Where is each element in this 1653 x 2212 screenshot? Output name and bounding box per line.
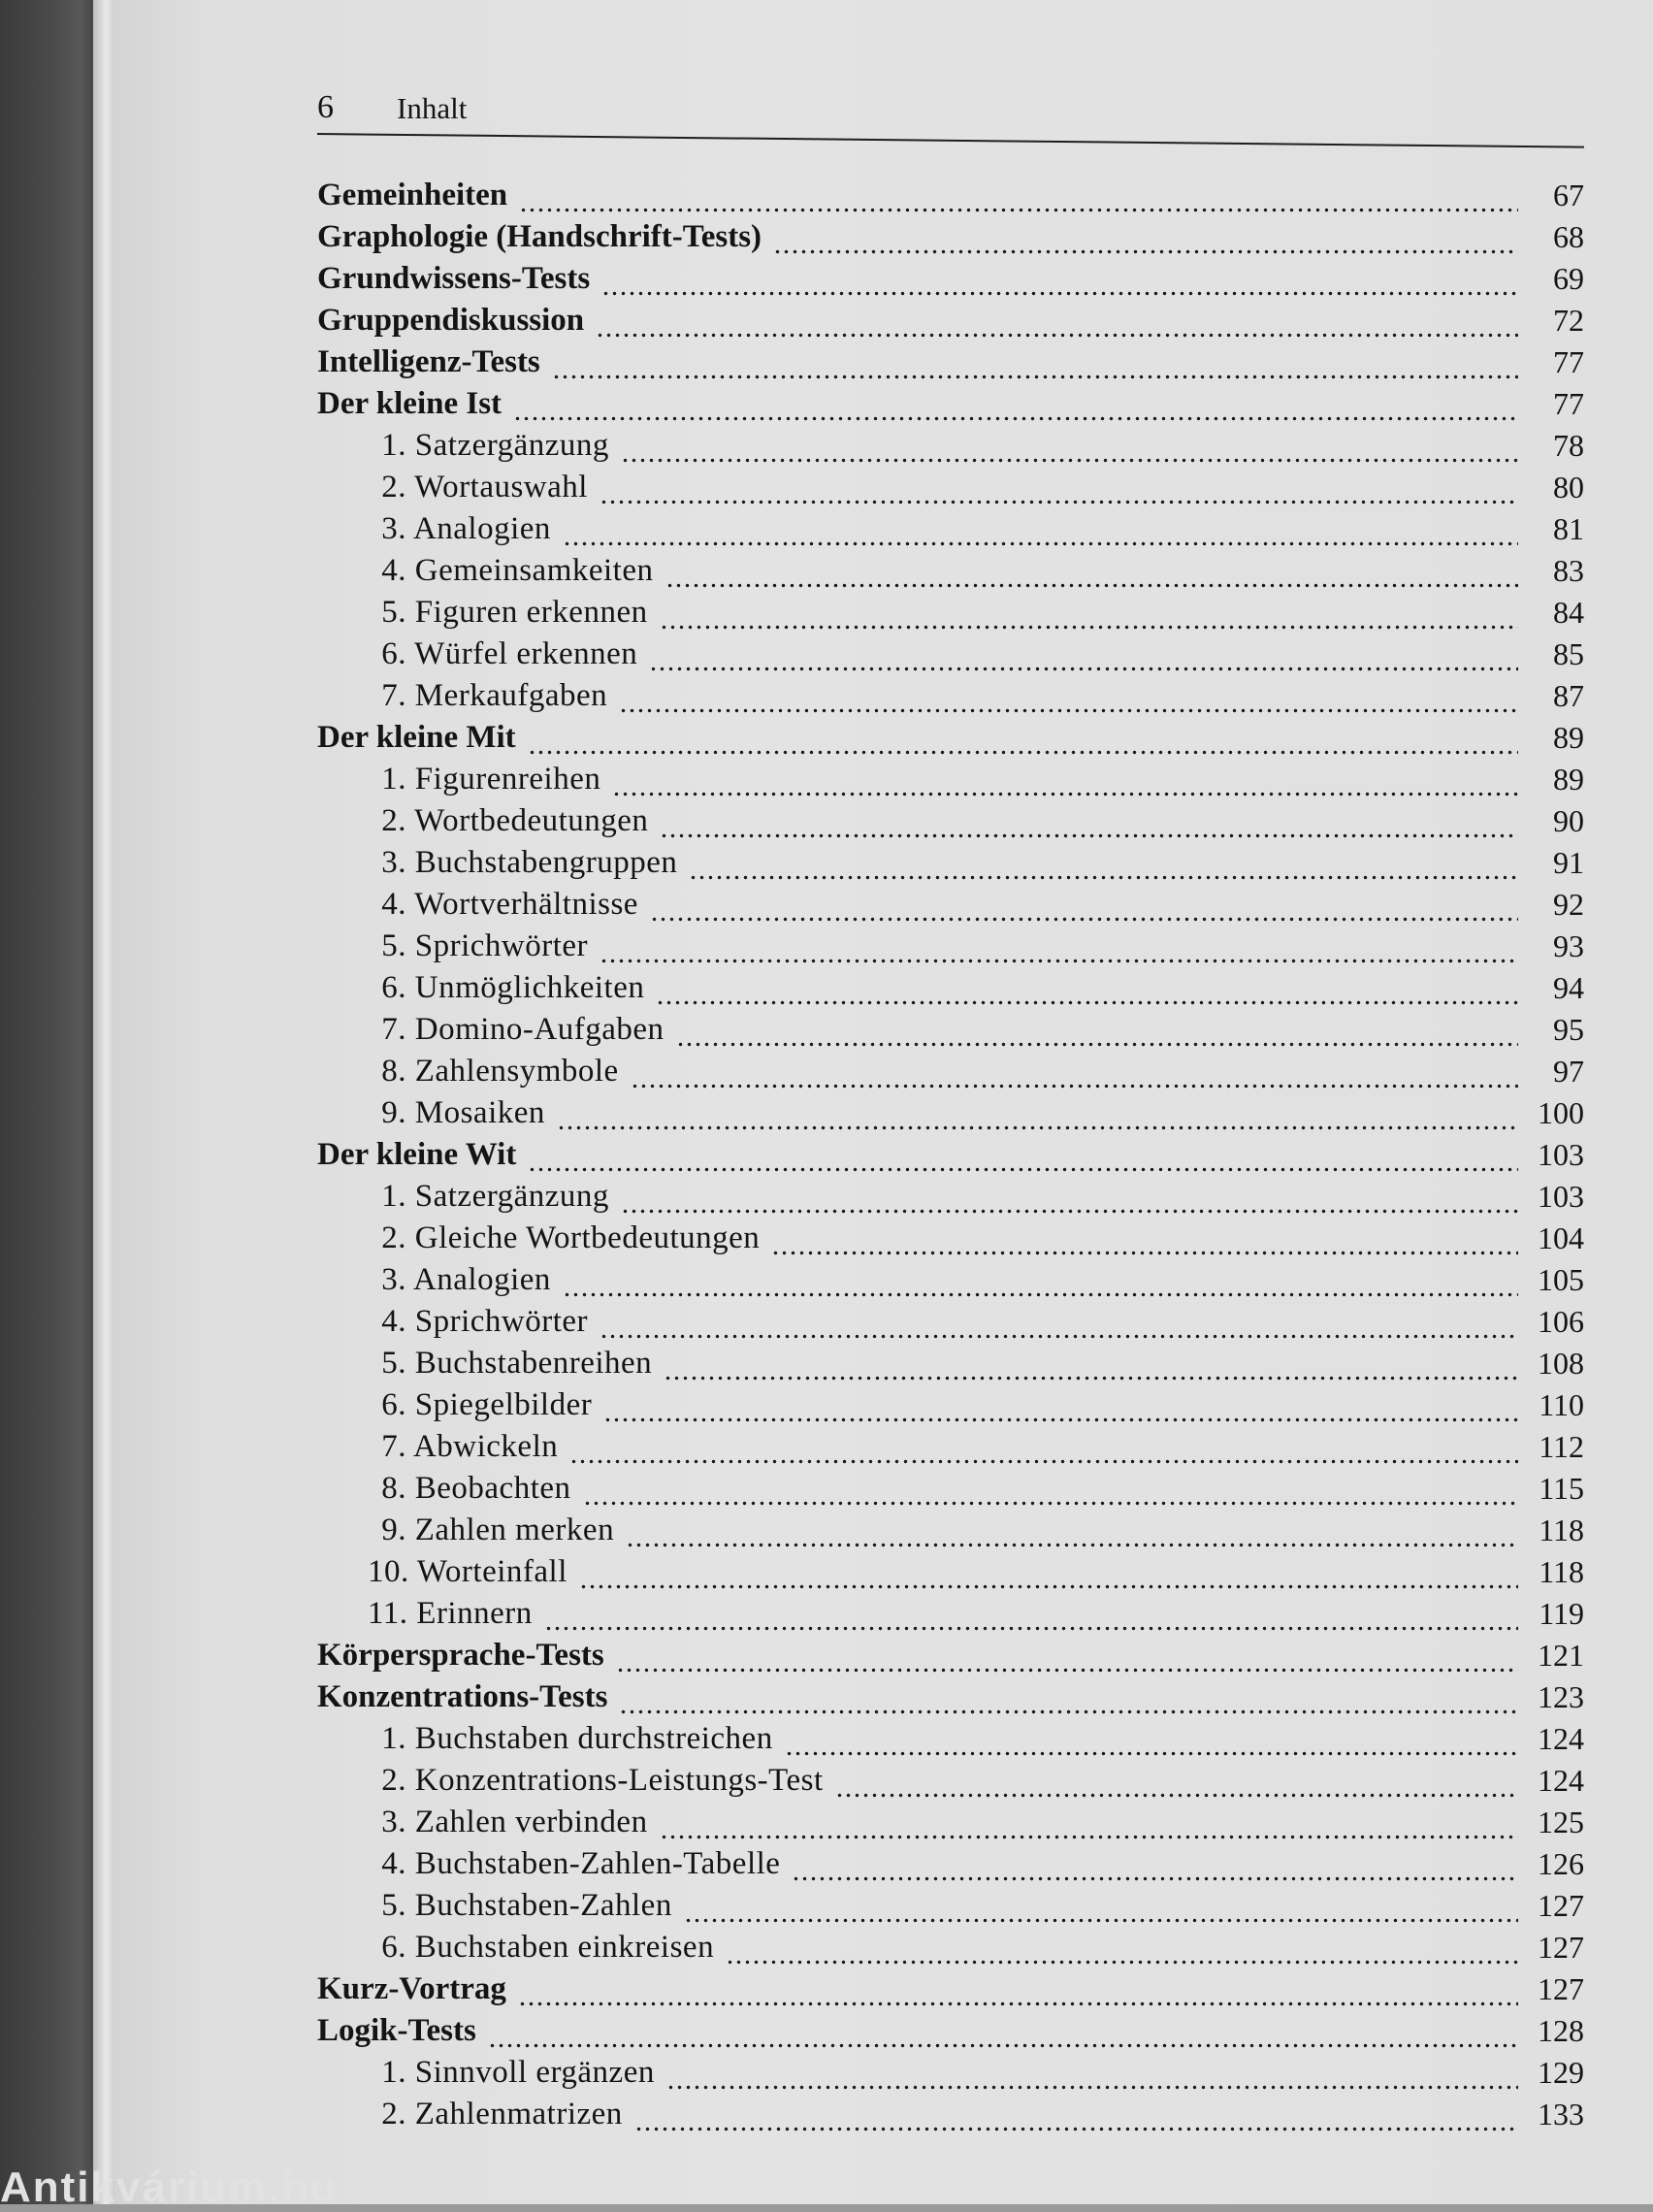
toc-entry-number: 7. [381,1429,406,1464]
dot-leader [528,718,1518,757]
toc-entry-title [317,718,516,757]
toc-entry-title [317,384,502,423]
toc-entry-number: 3. [381,1805,406,1839]
toc-page-number: 89 [1553,762,1584,797]
toc-entry-number: 1. [381,2055,406,2090]
toc-subentry [317,1925,1584,1967]
dot-leader [600,468,1518,506]
toc-entry-title [317,1344,652,1382]
toc-entry-title [317,1219,760,1257]
toc-entry-number: 5. [381,595,406,630]
header-page-number: 6 [317,89,334,125]
toc-entry-title [317,2095,623,2133]
toc-page-number: 127 [1538,1888,1584,1923]
toc-entry-title [317,1969,506,2008]
toc-entry-label: Der kleine Wit [317,1137,517,1172]
toc-page-number: 108 [1538,1346,1584,1381]
toc-entry-label: Buchstaben einkreisen [414,1930,715,1965]
toc-subentry [317,924,1584,965]
toc-entry-number: 4. [381,553,406,588]
toc-page-number: 72 [1553,303,1584,338]
toc-page-number: 118 [1539,1554,1584,1589]
dot-leader [835,1761,1518,1800]
toc-subentry [317,1883,1584,1925]
toc-entry-title [317,1511,614,1549]
toc-page-number: 127 [1538,1930,1584,1965]
toc-entry-label: Konzentrations-Tests [317,1679,608,1714]
toc-entry-title [317,426,609,465]
dot-leader [601,259,1518,298]
toc-entry-label: Figurenreihen [414,762,601,797]
toc-entry-title [317,1928,714,1967]
dot-leader [773,217,1518,256]
toc-page-number: 77 [1553,386,1584,421]
dot-leader [621,1177,1518,1216]
toc-entry-label: Spiegelbilder [414,1387,593,1422]
toc-entry-title [317,1636,604,1675]
toc-subentry [317,1216,1584,1257]
toc-section-entry [317,2008,1584,2050]
toc-entry-number: 2. [381,1763,406,1798]
toc-entry-title [317,1719,773,1758]
toc-section-entry [317,298,1584,340]
toc-subentry [317,1841,1584,1883]
dot-leader [563,1260,1518,1299]
dot-leader [600,927,1518,965]
toc-subentry [317,1508,1584,1549]
toc-page-number: 126 [1538,1846,1584,1881]
toc-entry-number: 3. [381,845,406,880]
toc-page-number: 112 [1539,1429,1584,1464]
toc-entry-number: 1. [381,1721,406,1756]
toc-subentry [317,965,1584,1007]
toc-page-number: 89 [1553,720,1584,755]
toc-subentry [317,1341,1584,1382]
dot-leader [660,1803,1518,1841]
toc-subentry [317,882,1584,924]
toc-subentry [317,1424,1584,1466]
toc-section-entry [317,1967,1584,2008]
toc-entry-label: Analogien [412,511,551,546]
toc-page-number: 121 [1538,1638,1584,1673]
toc-entry-title [317,843,677,882]
toc-entry-label: Unmöglichkeiten [414,970,645,1005]
dot-leader [612,760,1518,798]
dot-leader [563,509,1518,548]
toc-entry-title [317,1761,824,1800]
toc-section-entry [317,256,1584,298]
toc-entry-title [317,1427,558,1466]
toc-entry-title [317,634,637,673]
toc-page-number: 110 [1539,1387,1584,1422]
dot-leader [676,1010,1518,1049]
toc-entry-label: Wortauswahl [414,470,588,504]
toc-entry-label: Intelligenz-Tests [317,344,540,379]
toc-entry-label: Sprichwörter [414,1304,589,1339]
dot-leader [619,1677,1518,1716]
toc-page-number: 67 [1553,178,1584,212]
toc-entry-title [317,1552,567,1591]
toc-entry-number: 6. [381,970,406,1005]
toc-page-number: 124 [1538,1721,1584,1756]
toc-section-entry [317,1633,1584,1675]
toc-page-number: 95 [1553,1012,1584,1047]
toc-entry-label: Merkaufgaben [414,678,608,713]
toc-page-number: 94 [1553,970,1584,1005]
dot-leader [616,1636,1518,1675]
toc-entry-title [317,1886,672,1925]
toc-entry-title [317,217,762,256]
toc-entry-title [317,593,648,632]
dot-leader [557,1093,1518,1132]
toc-entry-label: Sinnvoll ergänzen [414,2055,655,2090]
toc-entry-label: Der kleine Mit [317,720,516,755]
dot-leader [600,1302,1518,1341]
toc-page-number: 90 [1553,803,1584,838]
toc-subentry [317,1549,1584,1591]
toc-entry-title [317,1052,619,1090]
dot-leader [666,2053,1518,2092]
toc-entry-label: Zahlen verbinden [414,1805,648,1839]
toc-subentry [317,840,1584,882]
toc-subentry [317,798,1584,840]
toc-entry-title [317,1844,780,1883]
toc-entry-label: Gemeinheiten [317,178,508,212]
toc-page-number: 83 [1553,553,1584,588]
toc-entry-title [317,885,638,924]
toc-entry-number: 10. [368,1554,409,1589]
toc-entry-title [317,1260,551,1299]
toc-subentry [317,1007,1584,1049]
toc-entry-label: Zahlensymbole [414,1054,619,1089]
toc-page-number: 105 [1538,1262,1584,1297]
toc-entry-number: 5. [381,1346,406,1381]
toc-entry-label: Buchstaben-Zahlen-Tabelle [414,1846,781,1881]
toc-entry-number: 3. [381,511,406,546]
dot-leader [579,1552,1518,1591]
toc-entry-title [317,301,584,340]
toc-entry-number: 4. [381,1846,406,1881]
toc-section-entry [317,173,1584,214]
toc-entry-number: 1. [381,762,406,797]
toc-page-number: 100 [1538,1095,1584,1130]
dot-leader [656,968,1518,1007]
toc-page-number: 87 [1553,678,1584,713]
dot-leader [619,676,1518,715]
toc-entry-label: Satzergänzung [414,1179,609,1214]
dot-leader [771,1219,1518,1257]
toc-entry-label: Mosaiken [414,1095,545,1130]
toc-subentry [317,1090,1584,1132]
toc-entry-label: Satzergänzung [414,428,609,463]
dot-leader [792,1844,1518,1883]
toc-page-number: 133 [1538,2097,1584,2131]
toc-entry-number: 8. [381,1054,406,1089]
toc-entry-label: Worteinfall [416,1554,567,1589]
toc-subentry [317,1716,1584,1758]
toc-subentry [317,1466,1584,1508]
toc-subentry [317,673,1584,715]
toc-page-number: 103 [1538,1179,1584,1214]
toc-subentry [317,632,1584,673]
toc-page-number: 129 [1538,2055,1584,2090]
toc-entry-title [317,1385,592,1424]
toc-entry-number: 4. [381,887,406,922]
toc-subentry [317,1382,1584,1424]
toc-page-number: 118 [1539,1513,1584,1547]
toc-subentry [317,757,1584,798]
toc-entry-label: Grundwissens-Tests [317,261,591,296]
toc-entry-number: 8. [381,1471,406,1506]
dot-leader [596,301,1518,340]
toc-page-number: 81 [1553,511,1584,546]
toc-entry-label: Kurz-Vortrag [317,1971,506,2006]
toc-entry-number: 9. [381,1095,406,1130]
toc-entry-title [317,801,648,840]
toc-page-number: 106 [1538,1304,1584,1339]
dot-leader [649,634,1518,673]
toc-entry-number: 5. [381,1888,406,1923]
toc-entry-label: Abwickeln [412,1429,559,1464]
toc-entry-title [317,1093,545,1132]
toc-page-number: 91 [1553,845,1584,880]
toc-entry-label: Der kleine Ist [317,386,502,421]
toc-section-entry [317,1132,1584,1174]
toc-section-entry [317,214,1584,256]
toc-subentry [317,2050,1584,2092]
toc-entry-number: 2. [381,470,406,504]
toc-entry-label: Zahlen merken [414,1513,615,1547]
toc-entry-title [317,2053,655,2092]
dot-leader [726,1928,1518,1967]
toc-entry-number: 9. [381,1513,406,1547]
toc-entry-label: Buchstaben-Zahlen [414,1888,672,1923]
toc-subentry [317,465,1584,506]
toc-page-number: 93 [1553,928,1584,963]
dot-leader [689,843,1518,882]
toc-page-number: 125 [1538,1805,1584,1839]
toc-entry-number: 2. [381,1220,406,1255]
toc-entry-title [317,468,588,506]
dot-leader [603,1385,1518,1424]
toc-entry-title [317,551,654,590]
dot-leader [519,176,1518,214]
toc-page-number: 128 [1538,2013,1584,2048]
toc-page-number: 78 [1553,428,1584,463]
dot-leader [631,1052,1518,1090]
dot-leader [785,1719,1518,1758]
toc-subentry [317,2092,1584,2133]
toc-page-number: 77 [1553,344,1584,379]
toc-entry-number: 5. [381,928,406,963]
dot-leader [684,1886,1518,1925]
dot-leader [660,593,1518,632]
dot-leader [621,426,1518,465]
toc-entry-title [317,342,540,381]
toc-subentry [317,1758,1584,1800]
toc-subentry [317,506,1584,548]
toc-section-entry [317,715,1584,757]
toc-subentry [317,1800,1584,1841]
toc-page-number: 103 [1538,1137,1584,1172]
toc-subentry [317,1257,1584,1299]
toc-entry-number: 7. [381,678,406,713]
toc-subentry [317,590,1584,632]
page-edge [93,0,114,2204]
toc-page-number: 85 [1553,636,1584,671]
toc-entry-title [317,1469,571,1508]
toc-entry-label: Gemeinsamkeiten [414,553,654,588]
toc-entry-label: Gleiche Wortbedeutungen [414,1220,761,1255]
toc-section-entry [317,340,1584,381]
toc-page-number: 84 [1553,595,1584,630]
toc-entry-label: Buchstaben durchstreichen [414,1721,773,1756]
dot-leader [544,1594,1518,1633]
toc-entry-label: Buchstabenreihen [414,1346,653,1381]
toc-entry-title [317,968,644,1007]
toc-page-number: 115 [1539,1471,1584,1506]
toc-subentry [317,1591,1584,1633]
toc-entry-label: Graphologie (Handschrift-Tests) [317,219,762,254]
dot-leader [634,2095,1518,2133]
toc-entry-label: Wortverhältnisse [414,887,638,922]
toc-page-number: 104 [1538,1220,1584,1255]
toc-entry-title [317,259,590,298]
toc-entry-label: Wortbedeutungen [414,803,649,838]
toc-entry-label: Buchstabengruppen [414,845,678,880]
toc-page-number: 68 [1553,219,1584,254]
toc-entry-number: 11. [368,1596,408,1631]
toc-entry-label: Domino-Aufgaben [414,1012,664,1047]
toc-entry-label: Zahlenmatrizen [414,2097,623,2131]
toc-entry-title [317,176,507,214]
toc-entry-number: 1. [381,1179,406,1214]
header-title: Inhalt [397,91,468,125]
dot-leader [488,2011,1518,2050]
toc-entry-label: Erinnern [416,1596,533,1631]
toc-subentry [317,423,1584,465]
dot-leader [665,551,1518,590]
toc-page-number: 69 [1553,261,1584,296]
toc-entry-label: Figuren erkennen [414,595,648,630]
toc-entry-number: 3. [381,1262,406,1297]
toc-page-number: 80 [1553,470,1584,504]
toc-entry-title [317,509,551,548]
dot-leader [518,1969,1518,2008]
toc-entry-label: Analogien [412,1262,551,1297]
toc-entry-title [317,1803,648,1841]
toc-section-entry [317,381,1584,423]
dot-leader [660,801,1518,840]
toc-page-number: 124 [1538,1763,1584,1798]
dot-leader [650,885,1518,924]
toc-entry-title [317,1135,516,1174]
toc-entry-title [317,1302,588,1341]
dot-leader [528,1135,1518,1174]
dot-leader [569,1427,1518,1466]
toc-entry-label: Konzentrations-Leistungs-Test [414,1763,824,1798]
toc-entry-title [317,1594,533,1633]
toc-page-number: 97 [1553,1054,1584,1089]
toc-entry-title [317,2011,476,2050]
dot-leader [552,342,1518,381]
toc-entry-title [317,1677,607,1716]
toc-entry-number: 6. [381,1930,406,1965]
toc-entry-number: 6. [381,636,406,671]
toc-page-number: 92 [1553,887,1584,922]
toc-entry-number: 2. [381,803,406,838]
toc-subentry [317,1174,1584,1216]
toc-entry-label: Beobachten [414,1471,571,1506]
toc-entry-label: Würfel erkennen [414,636,638,671]
toc-subentry [317,548,1584,590]
toc-entry-title [317,760,600,798]
toc-entry-number: 4. [381,1304,406,1339]
toc-page-number: 127 [1538,1971,1584,2006]
toc-entry-title [317,927,588,965]
toc-page-number: 119 [1539,1596,1584,1631]
toc-subentry [317,1299,1584,1341]
running-header [317,89,1584,138]
toc-entry-number: 6. [381,1387,406,1422]
toc-entry-label: Sprichwörter [414,928,589,963]
dot-leader [664,1344,1518,1382]
toc-section-entry [317,1675,1584,1716]
dot-leader [513,384,1518,423]
toc-page-number: 123 [1538,1679,1584,1714]
toc-subentry [317,1049,1584,1090]
toc-entry-title [317,676,607,715]
toc-entry-number: 7. [381,1012,406,1047]
toc-entry-title [317,1010,664,1049]
dot-leader [583,1469,1518,1508]
toc-entry-label: Körpersprache-Tests [317,1638,604,1673]
watermark-text: Antikvárium.hu [0,2163,339,2211]
dot-leader [626,1511,1518,1549]
toc-entry-number: 1. [381,428,406,463]
toc-entry-label: Gruppendiskussion [317,303,585,338]
toc-entry-number: 2. [381,2097,406,2131]
toc-entry-label: Logik-Tests [317,2013,476,2048]
toc-entry-title [317,1177,609,1216]
table-of-contents [317,173,1584,2133]
